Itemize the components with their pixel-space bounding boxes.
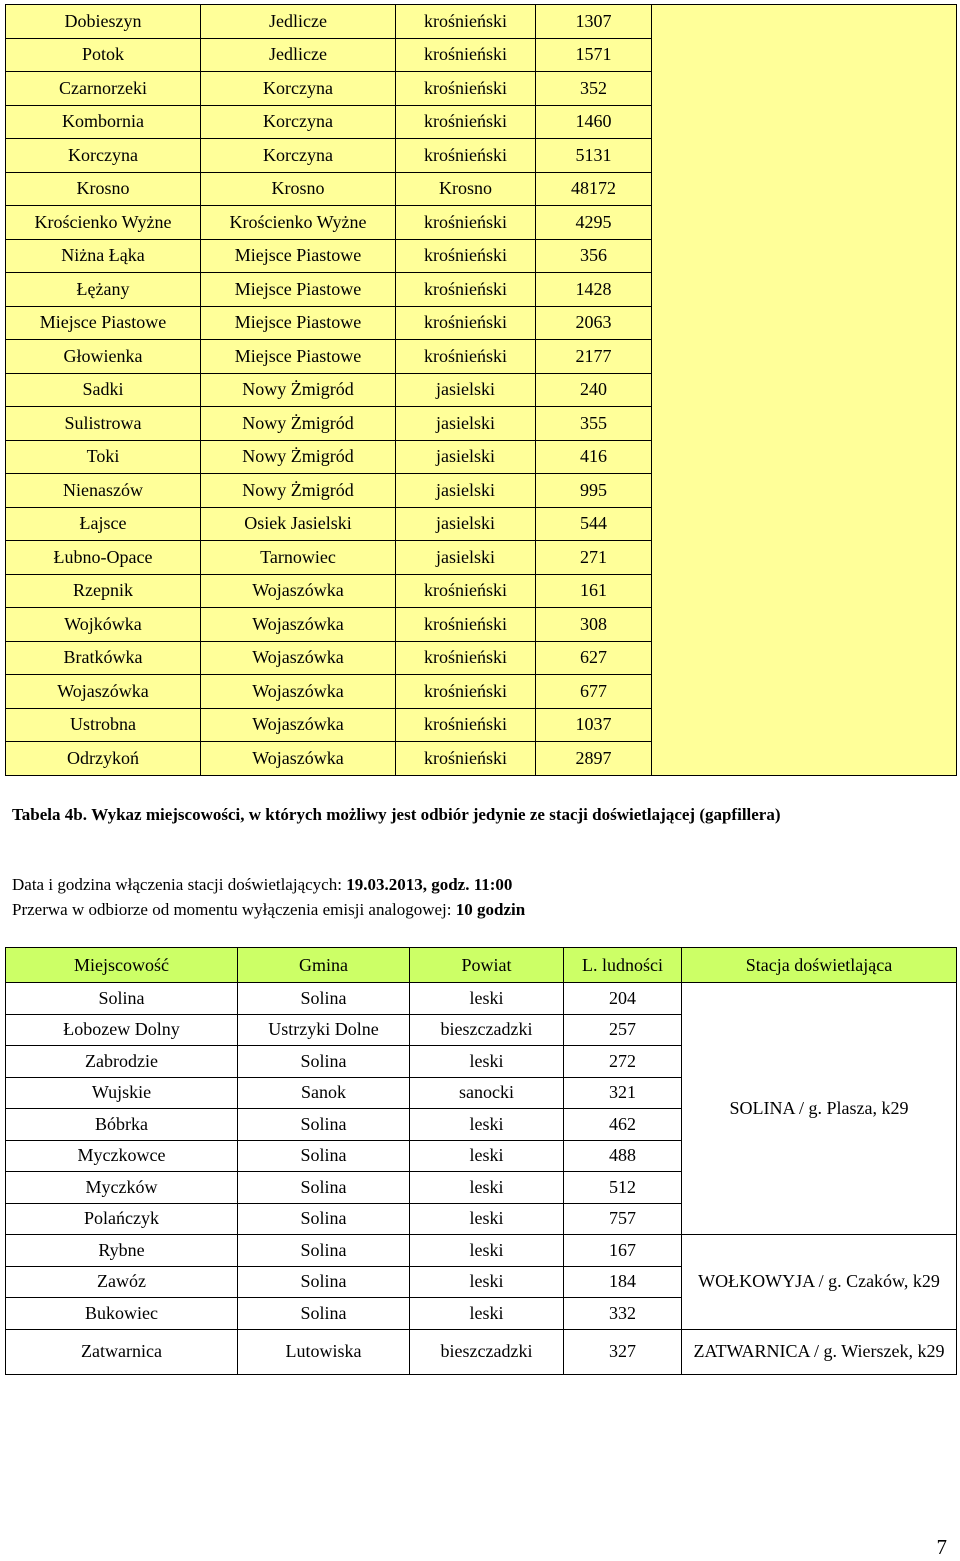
commune-cell: Wojaszówka [201,742,396,776]
county-cell: krośnieński [396,72,536,106]
county-cell: leski [410,1109,564,1141]
commune-cell: Solina [238,983,410,1015]
activation-date-value: 19.03.2013, godz. 11:00 [346,875,513,894]
commune-cell: Miejsce Piastowe [201,340,396,374]
commune-cell: Korczyna [201,105,396,139]
locality-cell: Dobieszyn [6,5,201,39]
commune-cell: Solina [238,1109,410,1141]
commune-cell: Solina [238,1172,410,1204]
activation-date-label: Data i godzina włączenia stacji doświetlających: [12,875,347,894]
county-cell: krośnieński [396,306,536,340]
population-cell: 757 [564,1203,682,1235]
locality-cell: Miejsce Piastowe [6,306,201,340]
station-cell: WOŁKOWYJA / g. Czaków, k29 [682,1235,957,1330]
top-table-body [6,5,957,776]
locality-cell: Zawóz [6,1266,238,1298]
locality-cell: Polańczyk [6,1203,238,1235]
county-cell: krośnieński [396,105,536,139]
column-header: Stacja doświetlająca [682,948,957,983]
population-cell: 240 [536,373,652,407]
commune-cell: Wojaszówka [201,675,396,709]
county-cell: leski [410,1203,564,1235]
locality-cell: Rybne [6,1235,238,1267]
county-cell: jasielski [396,407,536,441]
county-cell: krośnieński [396,608,536,642]
locality-cell: Sadki [6,373,201,407]
locality-cell: Rzepnik [6,574,201,608]
locality-cell: Potok [6,38,201,72]
county-cell: leski [410,1140,564,1172]
locality-cell: Korczyna [6,139,201,173]
county-cell: leski [410,983,564,1015]
locality-cell: Wujskie [6,1077,238,1109]
county-cell: leski [410,1046,564,1078]
commune-cell: Wojaszówka [201,641,396,675]
locality-cell: Wojaszówka [6,675,201,709]
station-cell: ZATWARNICA / g. Wierszek, k29 [682,1329,957,1374]
population-cell: 1307 [536,5,652,39]
commune-cell: Sanok [238,1077,410,1109]
commune-cell: Krosno [201,172,396,206]
column-header: Miejscowość [6,948,238,983]
table-row [6,1235,957,1267]
column-header: Gmina [238,948,410,983]
gapfiller-localities-table [5,947,957,1375]
county-cell: sanocki [410,1077,564,1109]
population-cell: 2063 [536,306,652,340]
locality-cell: Niżna Łąka [6,239,201,273]
locality-cell: Głowienka [6,340,201,374]
locality-cell: Łajsce [6,507,201,541]
population-cell: 677 [536,675,652,709]
county-cell: krośnieński [396,742,536,776]
county-cell: bieszczadzki [410,1329,564,1374]
population-cell: 1037 [536,708,652,742]
locality-cell: Myczków [6,1172,238,1204]
table-row [6,1329,957,1374]
locality-cell: Bratkówka [6,641,201,675]
bottom-table-body [6,983,957,1375]
locality-cell: Wojkówka [6,608,201,642]
column-header: L. ludności [564,948,682,983]
population-cell: 356 [536,239,652,273]
locality-cell: Solina [6,983,238,1015]
population-cell: 462 [564,1109,682,1141]
county-cell: Krosno [396,172,536,206]
commune-cell: Wojaszówka [201,708,396,742]
commune-cell: Osiek Jasielski [201,507,396,541]
county-cell: krośnieński [396,574,536,608]
county-cell: leski [410,1266,564,1298]
locality-cell: Bukowiec [6,1298,238,1330]
activation-date-line [12,873,512,897]
table-caption [12,803,948,827]
population-cell: 204 [564,983,682,1015]
column-header: Powiat [410,948,564,983]
county-cell: leski [410,1172,564,1204]
commune-cell: Nowy Żmigród [201,474,396,508]
locality-cell: Łubno-Opace [6,541,201,575]
locality-cell: Czarnorzeki [6,72,201,106]
locality-cell: Łobozew Dolny [6,1014,238,1046]
population-cell: 1460 [536,105,652,139]
population-cell: 1428 [536,273,652,307]
population-cell: 321 [564,1077,682,1109]
commune-cell: Nowy Żmigród [201,373,396,407]
commune-cell: Nowy Żmigród [201,407,396,441]
commune-cell: Jedlicze [201,38,396,72]
commune-cell: Solina [238,1046,410,1078]
caption-label: Tabela 4b. [12,805,87,824]
locality-cell: Krościenko Wyżne [6,206,201,240]
commune-cell: Korczyna [201,72,396,106]
population-cell: 2897 [536,742,652,776]
commune-cell: Tarnowiec [201,541,396,575]
locality-cell: Zatwarnica [6,1329,238,1374]
commune-cell: Krościenko Wyżne [201,206,396,240]
commune-cell: Korczyna [201,139,396,173]
county-cell: krośnieński [396,340,536,374]
table-row [6,983,957,1015]
population-cell: 257 [564,1014,682,1046]
population-cell: 352 [536,72,652,106]
reception-break-value: 10 godzin [455,900,526,919]
population-cell: 1571 [536,38,652,72]
county-cell: krośnieński [396,139,536,173]
population-cell: 184 [564,1266,682,1298]
population-cell: 161 [536,574,652,608]
county-cell: krośnieński [396,273,536,307]
county-cell: krośnieński [396,641,536,675]
commune-cell: Wojaszówka [201,608,396,642]
commune-cell: Solina [238,1203,410,1235]
commune-cell: Jedlicze [201,5,396,39]
commune-cell: Nowy Żmigród [201,440,396,474]
station-cell: SOLINA / g. Plasza, k29 [682,983,957,1235]
county-cell: krośnieński [396,206,536,240]
population-cell: 5131 [536,139,652,173]
county-cell: bieszczadzki [410,1014,564,1046]
locality-cell: Łężany [6,273,201,307]
commune-cell: Lutowiska [238,1329,410,1374]
commune-cell: Solina [238,1235,410,1267]
locality-cell: Kombornia [6,105,201,139]
county-cell: krośnieński [396,38,536,72]
locality-cell: Krosno [6,172,201,206]
population-cell: 48172 [536,172,652,206]
population-cell: 2177 [536,340,652,374]
population-cell: 416 [536,440,652,474]
locality-cell: Zabrodzie [6,1046,238,1078]
county-cell: jasielski [396,440,536,474]
page-number: 7 [936,1535,947,1559]
population-cell: 488 [564,1140,682,1172]
locality-cell: Ustrobna [6,708,201,742]
table-header-row [6,948,957,983]
county-cell: jasielski [396,541,536,575]
empty-station-cell [652,5,957,776]
population-cell: 271 [536,541,652,575]
commune-cell: Miejsce Piastowe [201,239,396,273]
county-cell: jasielski [396,507,536,541]
top-localities-table [5,4,957,776]
locality-cell: Nienaszów [6,474,201,508]
commune-cell: Ustrzyki Dolne [238,1014,410,1046]
population-cell: 327 [564,1329,682,1374]
population-cell: 512 [564,1172,682,1204]
population-cell: 332 [564,1298,682,1330]
county-cell: jasielski [396,474,536,508]
locality-cell: Odrzykoń [6,742,201,776]
caption-title-text: Wykaz miejscowości, w których możliwy jest odbiór jedynie ze stacji doświetlającej (gapfillera) [91,805,781,824]
population-cell: 995 [536,474,652,508]
county-cell: krośnieński [396,5,536,39]
commune-cell: Wojaszówka [201,574,396,608]
county-cell: krośnieński [396,239,536,273]
population-cell: 627 [536,641,652,675]
population-cell: 308 [536,608,652,642]
table-row [6,5,957,39]
county-cell: jasielski [396,373,536,407]
commune-cell: Solina [238,1298,410,1330]
county-cell: leski [410,1298,564,1330]
county-cell: krośnieński [396,708,536,742]
locality-cell: Sulistrowa [6,407,201,441]
locality-cell: Toki [6,440,201,474]
county-cell: leski [410,1235,564,1267]
locality-cell: Bóbrka [6,1109,238,1141]
commune-cell: Solina [238,1140,410,1172]
commune-cell: Miejsce Piastowe [201,306,396,340]
locality-cell: Myczkowce [6,1140,238,1172]
county-cell: krośnieński [396,675,536,709]
reception-break-label: Przerwa w odbiorze od momentu wyłączenia emisji analogowej: [12,900,456,919]
commune-cell: Solina [238,1266,410,1298]
population-cell: 272 [564,1046,682,1078]
reception-break-line [12,898,525,922]
population-cell: 4295 [536,206,652,240]
population-cell: 544 [536,507,652,541]
commune-cell: Miejsce Piastowe [201,273,396,307]
population-cell: 167 [564,1235,682,1267]
population-cell: 355 [536,407,652,441]
